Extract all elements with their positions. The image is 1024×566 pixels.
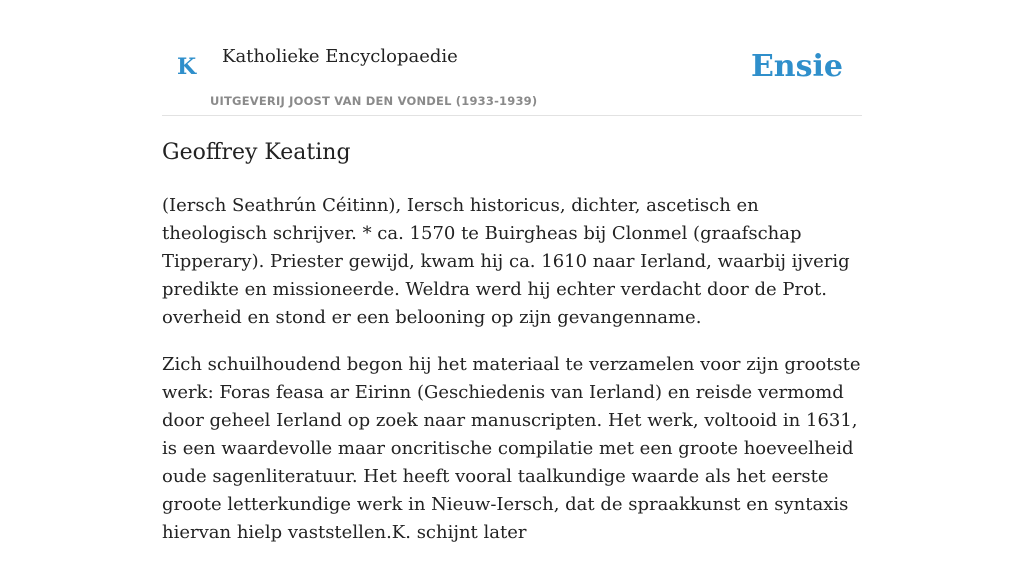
article-body: [162, 192, 862, 566]
ensie-brand-link[interactable]: Ensie: [750, 49, 843, 84]
site-logo-icon[interactable]: K: [177, 54, 197, 80]
article-paragraph: Zich schuilhoudend begon hij het materiaal te verzamelen voor zijn grootste werk: Foras feasa ar Eirinn (Geschiedenis van Ierland) en reisde vermomd door geheel Ierland op zoek naar manuscripten. Het werk, voltooid in 1631, is een waardevolle maar oncritische compilatie met een groote hoeveelheid oude sagenliteratuur. Het heeft vooral taalkundige waarde als het eerste groote letterkundige werk in Nieuw-Iersch, dat de spraakkunst en syntaxis hiervan hielp vaststellen.K. schijnt later: [162, 354, 861, 543]
publisher-label: UITGEVERIJ JOOST VAN DEN VONDEL (1933-1939): [210, 94, 538, 108]
article-title: Geoffrey Keating: [162, 140, 351, 165]
site-header: [162, 0, 862, 116]
article-paragraph: (Iersch Seathrún Céitinn), Iersch historicus, dichter, ascetisch en theologisch schrijver. * ca. 1570 te Buirgheas bij Clonmel (graafschap Tipperary). Priester gewijd, kwam hij ca. 1610 naar Ierland, waarbij ijverig predikte en missioneerde. Weldra werd hij echter verdacht door de Prot. overheid en stond er een belooning op zijn gevangenname.: [162, 195, 850, 328]
page-container: [162, 0, 862, 543]
site-title-link[interactable]: Katholieke Encyclopaedie: [222, 46, 458, 67]
